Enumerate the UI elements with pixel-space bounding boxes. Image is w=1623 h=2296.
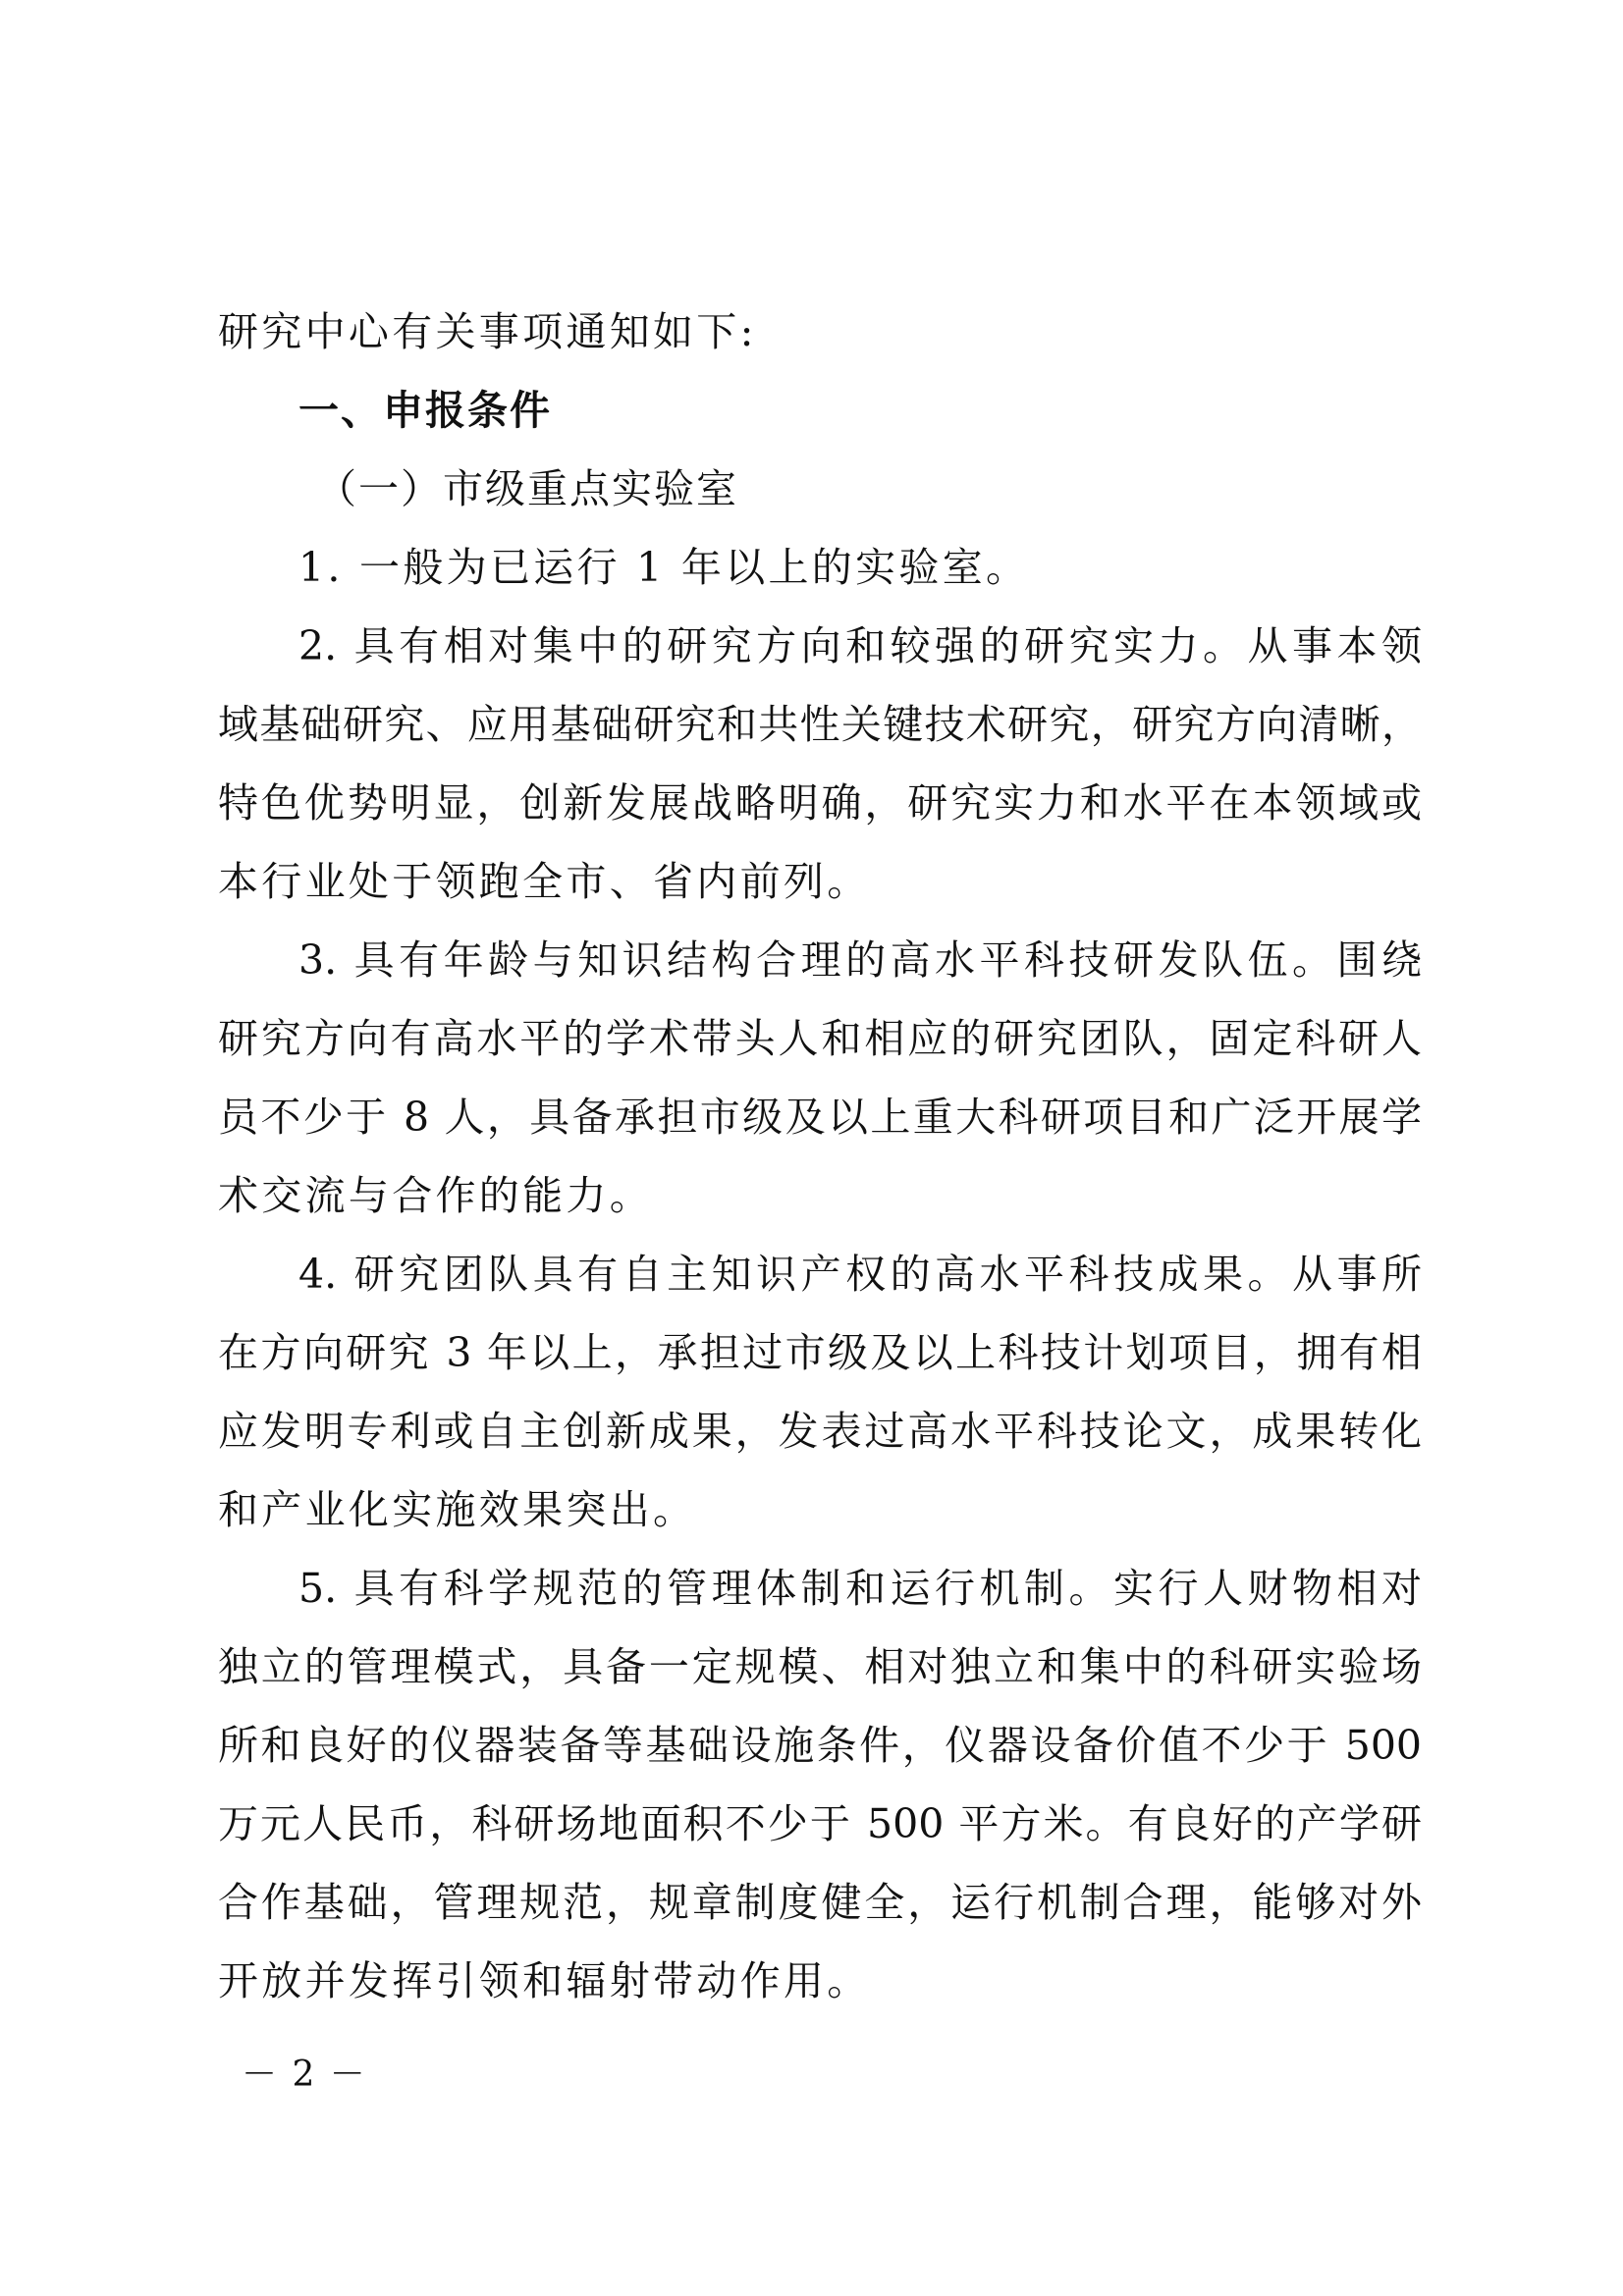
item-2-line-1: 2. 具有相对集中的研究方向和较强的研究实力。从事本领	[298, 622, 1422, 669]
item-5-line-5: 合作基础，管理规范，规章制度健全，运行机制合理，能够对外	[218, 1879, 1422, 1926]
item-5-line-2: 独立的管理模式，具备一定规模、相对独立和集中的科研实验场	[218, 1643, 1422, 1690]
item-4-line-1: 4. 研究团队具有自主知识产权的高水平科技成果。从事所	[298, 1251, 1422, 1298]
item-2-line-3: 特色优势明显，创新发展战略明确，研究实力和水平在本领域或	[218, 779, 1422, 827]
item-4-line-3: 应发明专利或自主创新成果，发表过高水平科技论文，成果转化	[218, 1408, 1422, 1455]
item-5-line-4: 万元人民币，科研场地面积不少于 500 平方米。有良好的产学研	[218, 1800, 1422, 1847]
item-5-line-1: 5. 具有科学规范的管理体制和运行机制。实行人财物相对	[298, 1565, 1422, 1612]
item-3-line-4: 术交流与合作的能力。	[218, 1172, 653, 1219]
item-2-line-4: 本行业处于领跑全市、省内前列。	[218, 858, 871, 905]
item-5-line-3: 所和良好的仪器装备等基础设施条件，仪器设备价值不少于 500	[218, 1722, 1422, 1769]
item-3-line-1: 3. 具有年龄与知识结构合理的高水平科技研发队伍。围绕	[298, 936, 1422, 984]
intro-line: 研究中心有关事项通知如下:	[218, 308, 757, 355]
subsection-heading: （一）市级重点实验室	[316, 465, 738, 512]
item-1-line-1: 1. 一般为已运行 1 年以上的实验室。	[298, 544, 1030, 591]
item-4-line-2: 在方向研究 3 年以上，承担过市级及以上科技计划项目，拥有相	[218, 1329, 1422, 1376]
item-3-line-3: 员不少于 8 人，具备承担市级及以上重大科研项目和广泛开展学	[218, 1094, 1422, 1141]
item-5-line-6: 开放并发挥引领和辐射带动作用。	[218, 1957, 871, 2004]
item-3-line-2: 研究方向有高水平的学术带头人和相应的研究团队，固定科研人	[218, 1015, 1422, 1062]
page-number: － 2 －	[242, 2055, 367, 2095]
item-2-line-2: 域基础研究、应用基础研究和共性关键技术研究，研究方向清晰，	[218, 701, 1422, 748]
item-4-line-4: 和产业化实施效果突出。	[218, 1486, 697, 1533]
section-heading: 一、申报条件	[298, 387, 552, 434]
